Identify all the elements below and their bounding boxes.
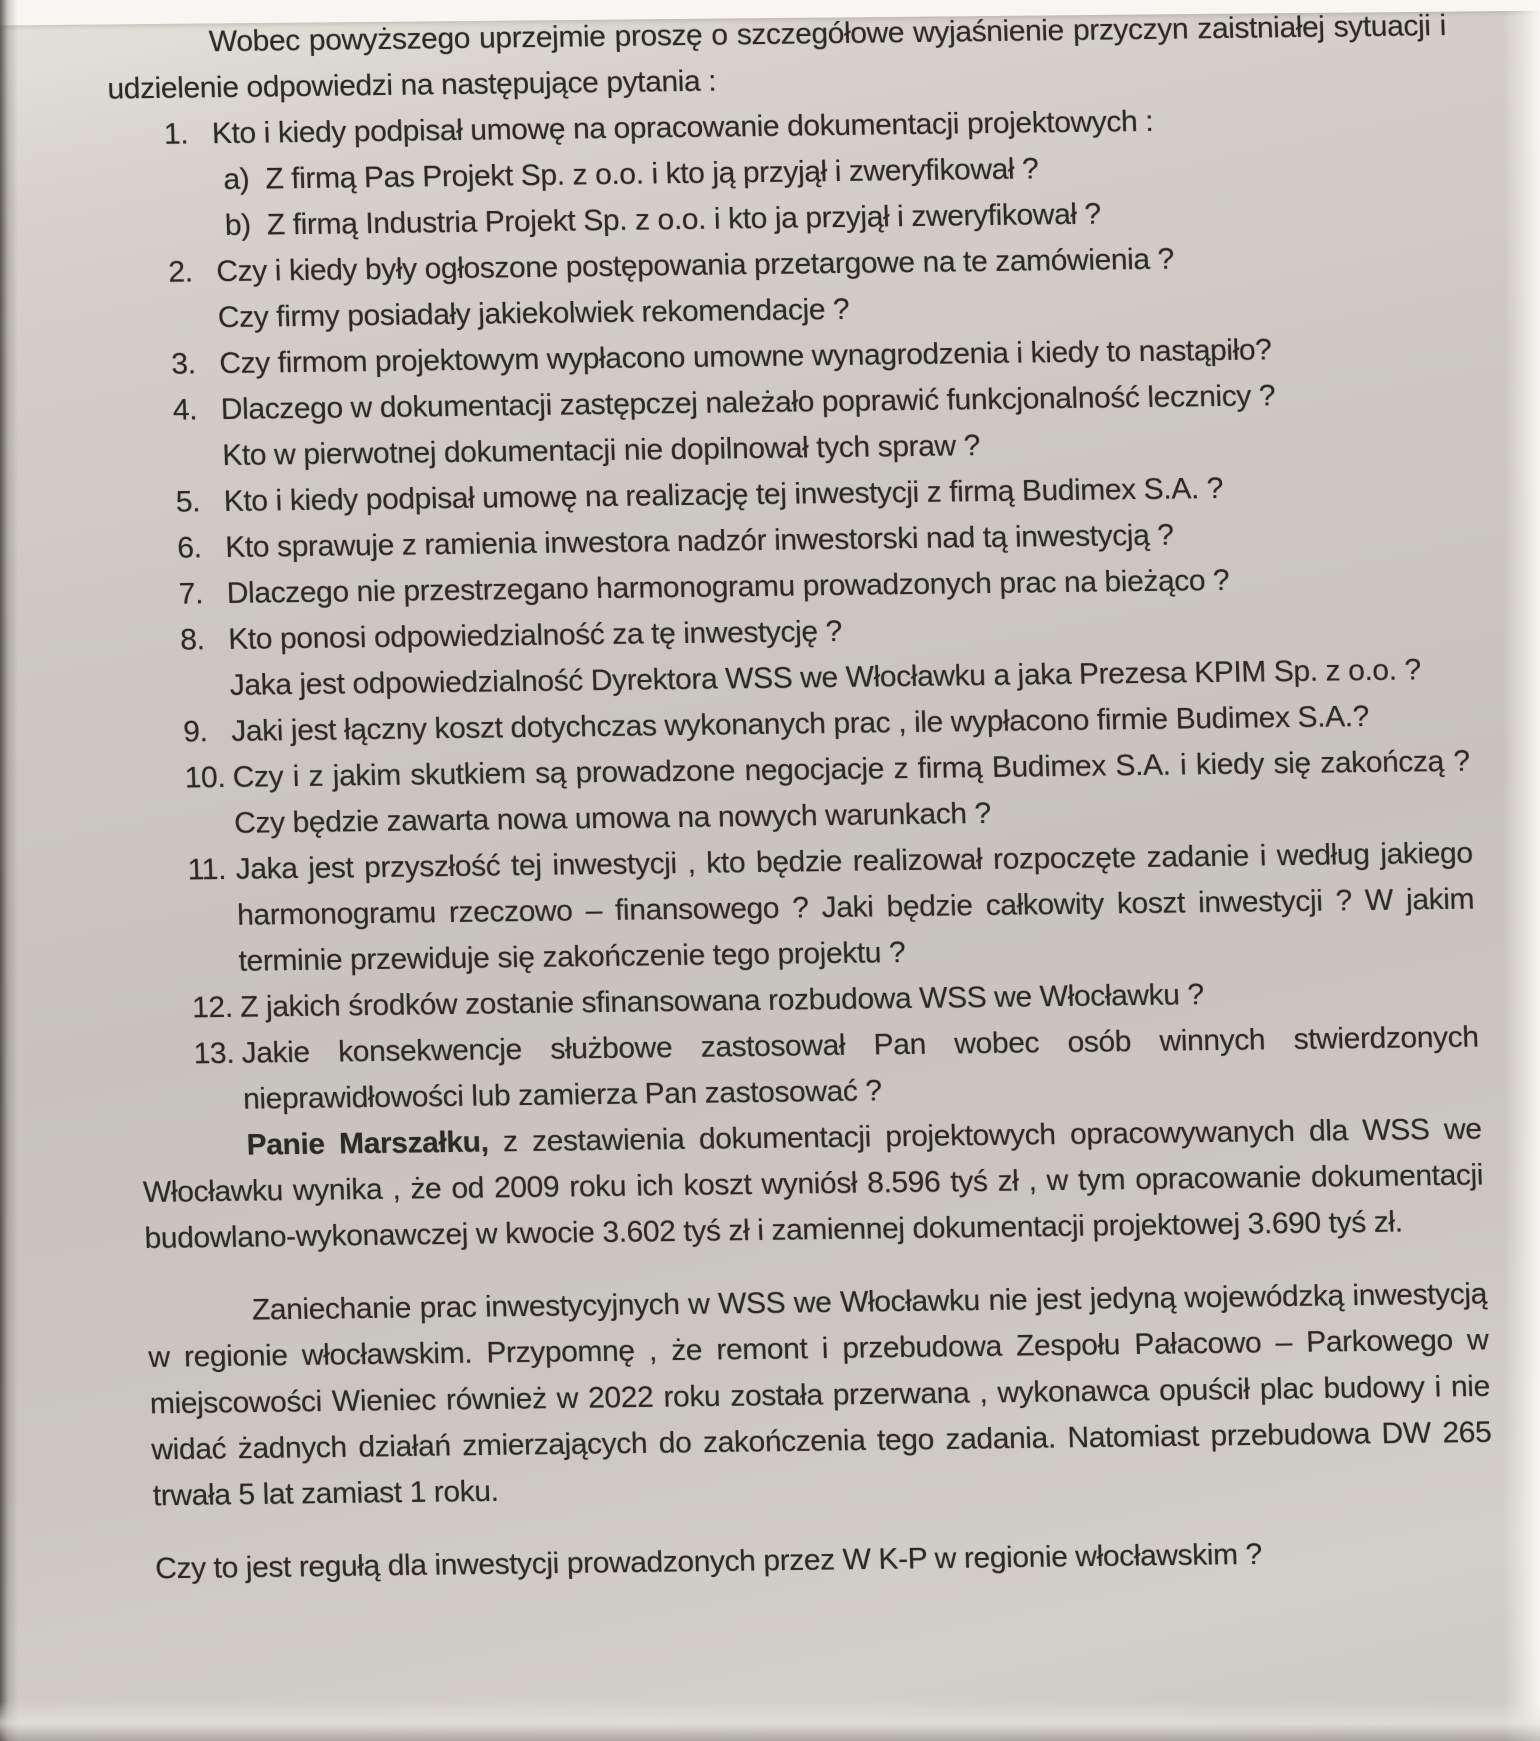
marszalku-paragraph bbox=[141, 1107, 1485, 1262]
marszalku-salutation: Panie Marszałku, bbox=[246, 1125, 490, 1162]
question-number: 13. bbox=[193, 1037, 235, 1071]
question-text: Dlaczego nie przestrzegano harmonogramu prowadzonych prac na bieżąco ? bbox=[226, 563, 1230, 611]
question-item-4 bbox=[117, 371, 1460, 481]
question-item-11 bbox=[132, 831, 1476, 986]
subitem-text: Z firmą Pas Projekt Sp. z o.o. i kto ją przyjął i zweryfikował ? bbox=[264, 152, 1039, 196]
question-item-8 bbox=[125, 601, 1468, 711]
question-number: 1. bbox=[163, 117, 189, 151]
question-text: Kto i kiedy podpisał umowę na realizację tej inwestycji z firmą Budimex S.A. ? bbox=[223, 472, 1224, 519]
question-number: 3. bbox=[170, 347, 197, 381]
question-line: Jaka jest odpowiedzialność Dyrektora WSS we Włocławku a jaka Prezesa KPIM Sp. z o.o. ? bbox=[229, 653, 1422, 703]
question-number: 9. bbox=[182, 715, 209, 749]
closing-question: Czy to jest regułą dla inwestycji prowadzonych przez W K-P w regionie włocławskim ? bbox=[154, 1537, 1263, 1586]
question-number: 6. bbox=[176, 531, 203, 565]
question-item-1 bbox=[108, 95, 1452, 250]
question-line: Kto ponosi odpowiedzialność za tę inwestycję ? bbox=[227, 615, 843, 657]
question-text: Jakie konsekwencje służbowe zastosował Pan wobec osób winnych stwierdzonych nieprawidłowości lub zamierza Pan zastosować ? bbox=[241, 1020, 1480, 1116]
question-text: Jaki jest łączny koszt dotychczas wykonanych prac , ile wypłacono firmie Budimex S.A.? bbox=[230, 700, 1370, 749]
intro-paragraph: Wobec powyższego uprzejmie proszę o szczegółowe wyjaśnienie przyczyn zaistniałej sytuacji i udzielenie odpowiedzi na następujące pytania : bbox=[106, 9, 1447, 106]
question-number: 7. bbox=[178, 577, 204, 611]
paper-bottom-edge bbox=[0, 1701, 1540, 1741]
paper-left-edge bbox=[0, 0, 18, 1741]
question-line: Czy firmy posiadały jakiekolwiek rekomendacje ? bbox=[217, 292, 850, 335]
question-text: Kto i kiedy podpisał umowę na opracowanie dokumentacji projektowych : bbox=[211, 104, 1154, 151]
question-line: Czy i kiedy były ogłoszone postępowania przetargowe na te zamówienia ? bbox=[215, 242, 1175, 289]
question-item-10 bbox=[129, 739, 1472, 849]
question-line: Dlaczego w dokumentacji zastępczej należało poprawić funkcjonalność lecznicy ? bbox=[220, 379, 1276, 427]
zaniechanie-paragraph: Zaniechanie prac inwestycyjnych w WSS we Włocławku nie jest jedyną wojewódzką inwestycją w regionie włocławskim. Przypomnę , że remont i przebudowa Zespołu Pałacowo – Parkowego w miejscowości Wieniec również w 2022 roku została przerwana , wykonawca opuścił plac budowy i nie widać żadnych działań zmierzających do zakończenia tego zadania. Natomiast przebudowa DW 265 trwała 5 lat zamiast 1 roku. bbox=[147, 1277, 1492, 1513]
question-number: 12. bbox=[191, 991, 234, 1025]
question-number: 10. bbox=[184, 761, 226, 795]
subitem-marker: a) bbox=[222, 162, 250, 197]
subitem-marker: b) bbox=[224, 208, 252, 243]
question-text: Jaka jest przyszłość tej inwestycji , kto będzie realizował rozpoczęte zadanie i według jakiego harmonogramu rzeczowo – finansowego ? Jaki będzie całkowity koszt inwestycji ? W jakim terminie przewiduje się zakończenie tego projektu ? bbox=[235, 836, 1475, 978]
question-text: Czy i z jakim skutkiem są prowadzone negocjacje z firmą Budimex S.A. i kiedy się zakończą ? Czy będzie zawarta nowa umowa na nowych warunkach ? bbox=[232, 744, 1471, 840]
question-number: 11. bbox=[187, 853, 227, 887]
subitem-text: Z firmą Industria Projekt Sp. z o.o. i kto ja przyjął i zweryfikował ? bbox=[266, 197, 1102, 242]
question-text: Czy firmom projektowym wypłacono umowne wynagrodzenia i kiedy to nastąpiło? bbox=[218, 333, 1272, 381]
marszalku-body: z zestawienia dokumentacji projektowych opracowywanych dla WSS we Włocławku wynika , że od 2009 roku ich koszt wyniósł 8.596 tyś zł , w tym opracowanie dokumentacji budowlano-wykonawczej w kwocie 3.602 tyś zł i zamiennej dokumentacji projektowej 3.690 tyś zł. bbox=[142, 1112, 1484, 1256]
question-text: Z jakich środków zostanie sfinansowana rozbudowa WSS we Włocławku ? bbox=[239, 978, 1205, 1024]
question-number: 8. bbox=[179, 623, 206, 657]
question-line: Kto w pierwotnej dokumentacji nie dopilnował tych spraw ? bbox=[221, 429, 981, 473]
question-number: 5. bbox=[175, 485, 201, 519]
question-item-2 bbox=[113, 233, 1456, 343]
question-text: Kto sprawuje z ramienia inwestora nadzór inwestorski nad tą inwestycją ? bbox=[224, 518, 1175, 565]
question-number: 2. bbox=[167, 255, 194, 289]
paper-right-edge bbox=[1504, 0, 1540, 1741]
question-number: 4. bbox=[172, 393, 198, 427]
question-item-13 bbox=[138, 1015, 1481, 1125]
